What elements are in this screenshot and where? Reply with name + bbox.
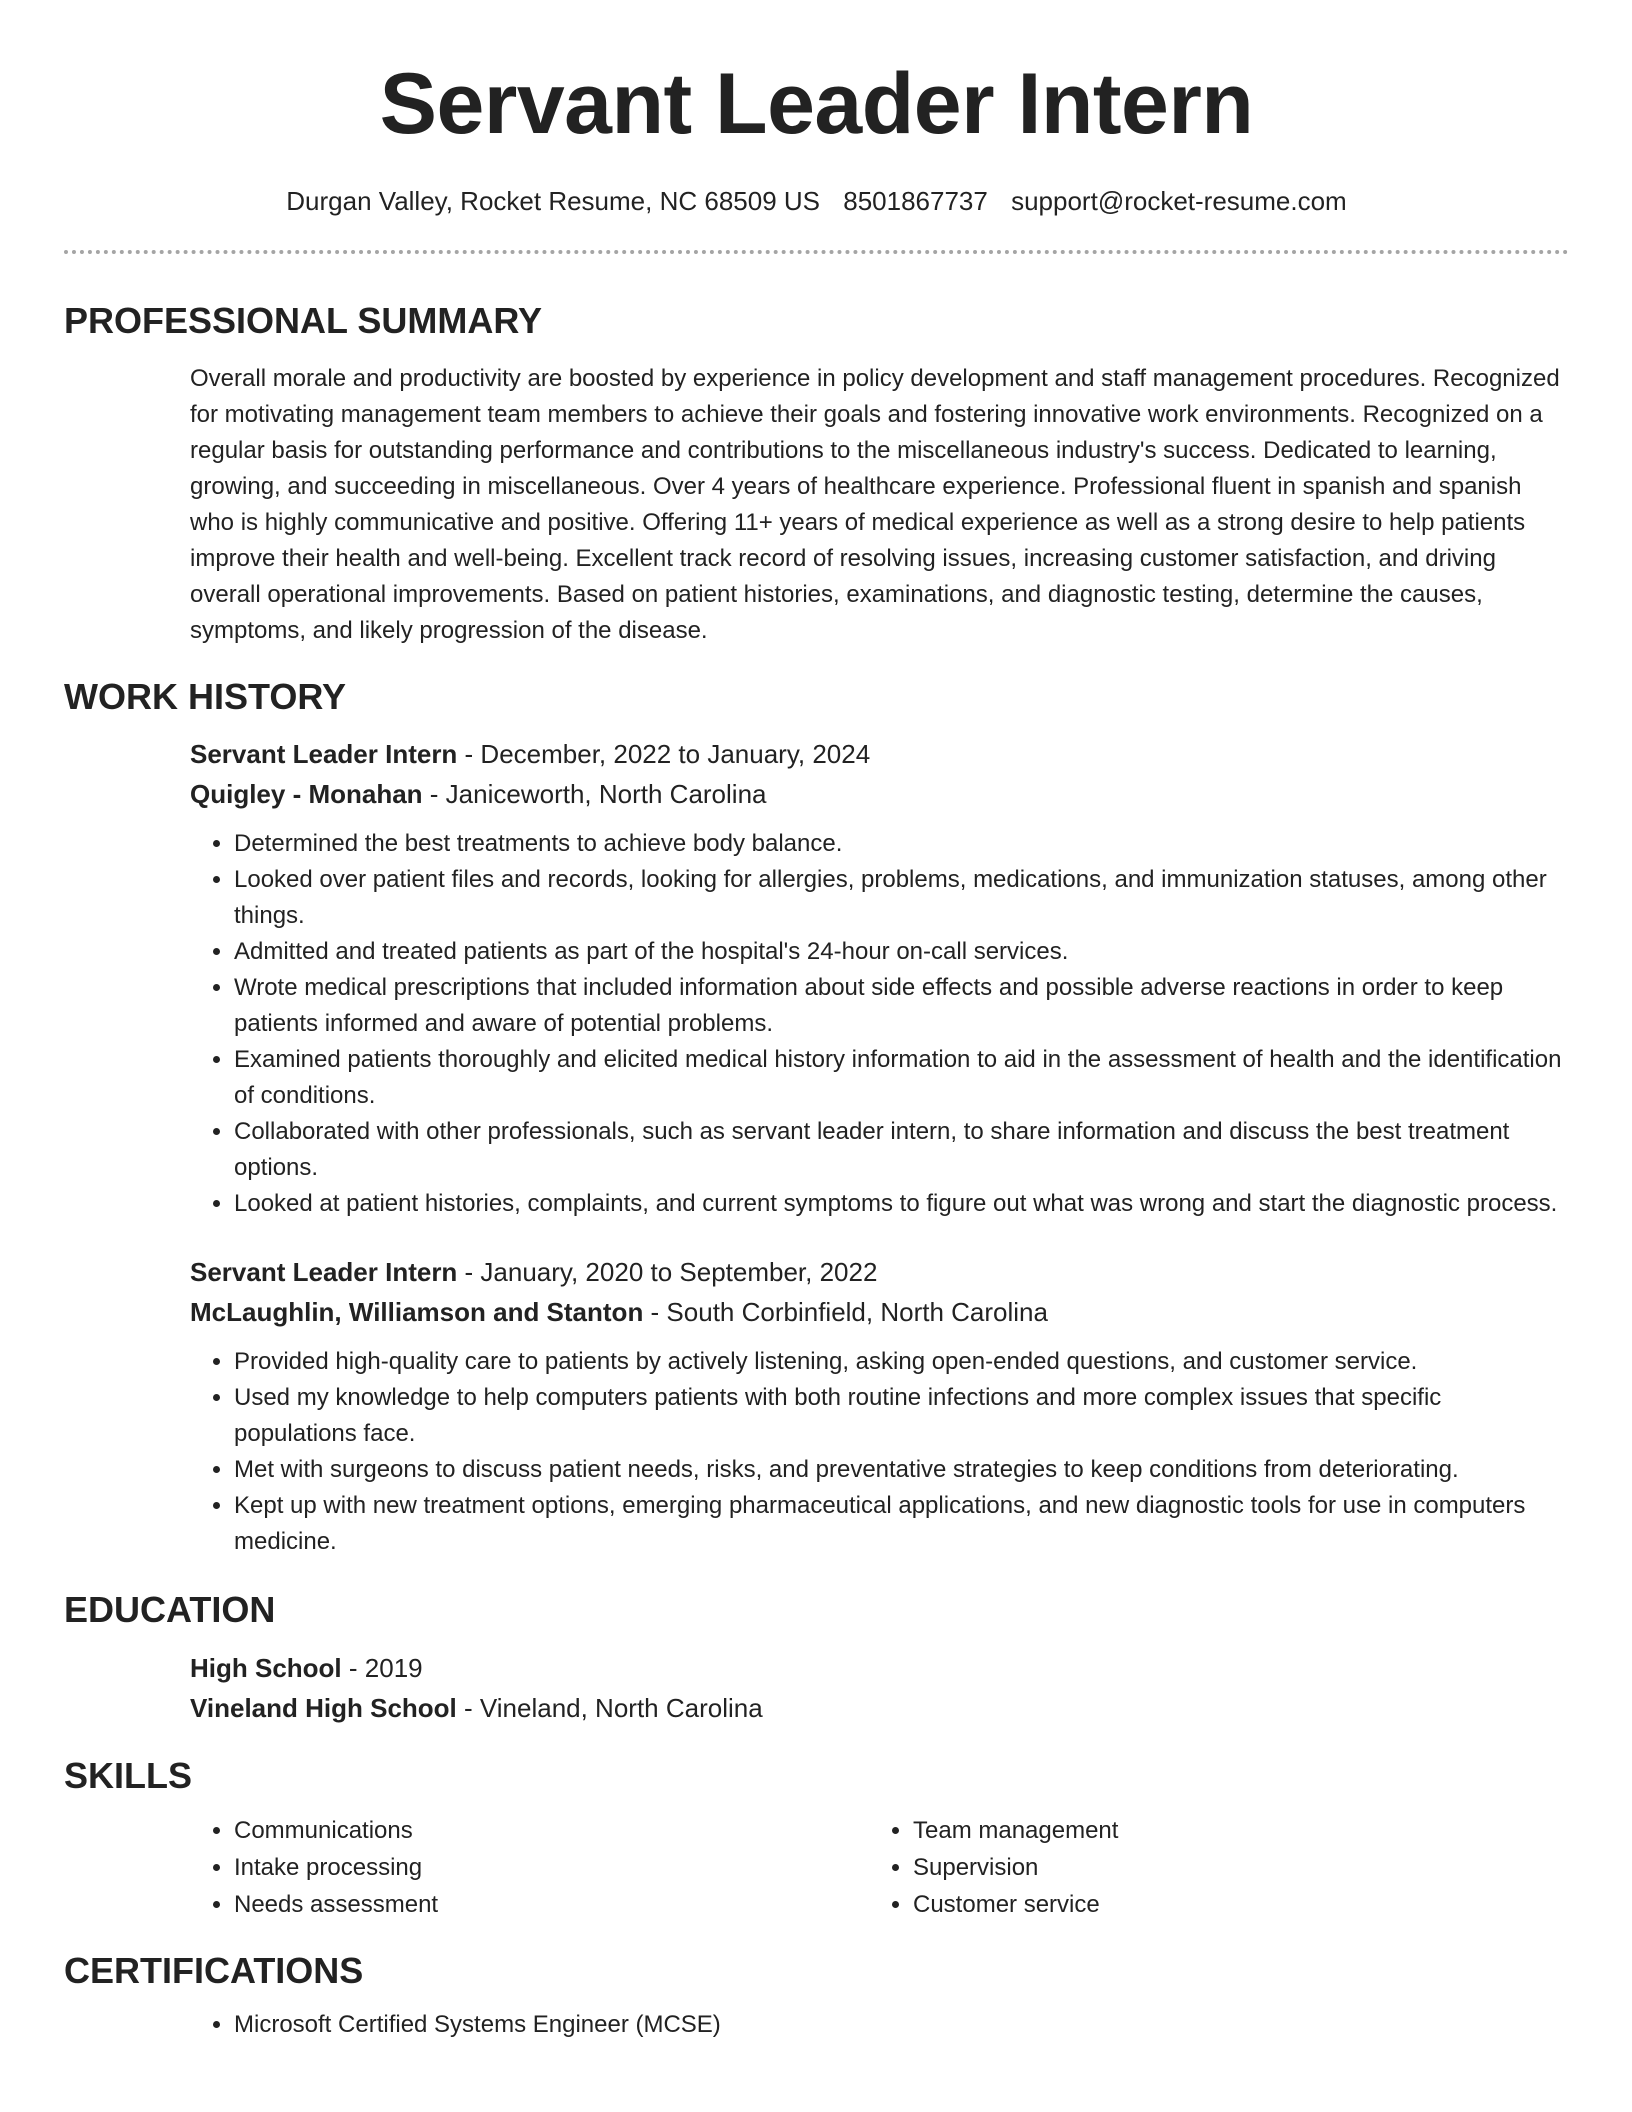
- job-entry: [190, 1252, 1569, 1560]
- job-bullets: [190, 1344, 1569, 1560]
- job-location: - Janiceworth, North Carolina: [422, 779, 767, 809]
- list-item: • Microsoft Certified Systems Engineer (MCSE): [234, 2007, 1569, 2043]
- resume-name: Servant Leader Intern: [379, 56, 1254, 152]
- list-item: • Intake processing: [234, 1849, 869, 1886]
- skills-section: [64, 1754, 1569, 1923]
- resume-page: [64, 0, 1569, 2043]
- section-title-certifications: CERTIFICATIONS: [64, 1950, 364, 1991]
- job-title-line: [190, 1252, 1569, 1292]
- list-item: • Provided high-quality care to patients by actively listening, asking open-ended questions, and customer service.: [234, 1344, 1569, 1380]
- list-item: • Determined the best treatments to achieve body balance.: [234, 826, 1569, 862]
- job-role: Servant Leader Intern: [190, 1257, 458, 1287]
- certifications-section: [64, 1949, 1569, 2043]
- job-entry: [190, 734, 1569, 1222]
- job-company: Quigley - Monahan: [190, 779, 423, 809]
- section-title-summary: PROFESSIONAL SUMMARY: [64, 300, 543, 341]
- education-degree: High School: [190, 1653, 342, 1683]
- job-dates: - January, 2020 to September, 2022: [457, 1257, 878, 1287]
- list-item: • Looked at patient histories, complaints, and current symptoms to figure out what was wrong and start the diagnostic process.: [234, 1186, 1569, 1222]
- education-degree-line: [190, 1648, 1569, 1688]
- list-item: • Admitted and treated patients as part of the hospital's 24-hour on-call services.: [234, 934, 1569, 970]
- education-location: - Vineland, North Carolina: [456, 1693, 763, 1723]
- contact-address: Durgan Valley, Rocket Resume, NC 68509 US: [286, 186, 821, 216]
- job-bullets: [190, 826, 1569, 1222]
- list-item: • Communications: [234, 1812, 869, 1849]
- job-location: - South Corbinfield, North Carolina: [643, 1297, 1048, 1327]
- section-title-skills: SKILLS: [64, 1755, 193, 1796]
- education-section: [64, 1588, 1569, 1728]
- job-company-line: [190, 774, 1569, 814]
- contact-line: [64, 185, 1569, 217]
- job-title-line: [190, 734, 1569, 774]
- list-item: • Collaborated with other professionals, such as servant leader intern, to share information and discuss the best treatment options.: [234, 1114, 1569, 1186]
- summary-section: [64, 299, 1569, 649]
- section-title-work-history: WORK HISTORY: [64, 676, 347, 717]
- list-item: • Team management: [913, 1812, 1548, 1849]
- job-company-line: [190, 1292, 1569, 1332]
- list-item: • Needs assessment: [234, 1886, 869, 1923]
- skills-grid: [190, 1812, 1569, 1923]
- list-item: • Used my knowledge to help computers patients with both routine infections and more complex issues that specific populations face.: [234, 1380, 1569, 1452]
- education-year: - 2019: [341, 1653, 423, 1683]
- header-divider: [64, 250, 1569, 254]
- section-title-education: EDUCATION: [64, 1589, 276, 1630]
- list-item: • Examined patients thoroughly and elicited medical history information to aid in the assessment of health and the identification of conditions.: [234, 1042, 1569, 1114]
- job-company: McLaughlin, Williamson and Stanton: [190, 1297, 644, 1327]
- list-item: • Supervision: [913, 1849, 1548, 1886]
- work-history-section: [64, 675, 1569, 1560]
- education-school: Vineland High School: [190, 1693, 457, 1723]
- list-item: • Wrote medical prescriptions that included information about side effects and possible adverse reactions in order to keep patients informed and aware of potential problems.: [234, 970, 1569, 1042]
- skills-column-right: [869, 1812, 1548, 1923]
- contact-email: support@rocket-resume.com: [1011, 186, 1347, 216]
- list-item: • Kept up with new treatment options, emerging pharmaceutical applications, and new diagnostic tools for use in computers medicine.: [234, 1488, 1569, 1560]
- list-item: • Looked over patient files and records, looking for allergies, problems, medications, and immunization statuses, among other things.: [234, 862, 1569, 934]
- contact-phone: 8501867737: [843, 186, 988, 216]
- summary-text: Overall morale and productivity are boosted by experience in policy development and staff management procedures. Recognized for motivating management team members to achieve their goals and fostering innovative work environments. Recognized on a regular basis for outstanding performance and contributions to the miscellaneous industry's success. Dedicated to learning, growing, and succeeding in miscellaneous. Over 4 years of healthcare experience. Professional fluent in spanish and spanish who is highly communicative and positive. Offering 11+ years of medical experience as well as a strong desire to help patients improve their health and well-being. Excellent track record of resolving issues, increasing customer satisfaction, and driving overall operational improvements. Based on patient histories, examinations, and diagnostic testing, determine the causes, symptoms, and likely progression of the disease.: [190, 365, 1560, 644]
- list-item: • Customer service: [913, 1886, 1548, 1923]
- list-item: • Met with surgeons to discuss patient needs, risks, and preventative strategies to keep conditions from deteriorating.: [234, 1452, 1569, 1488]
- job-role: Servant Leader Intern: [190, 739, 458, 769]
- job-dates: - December, 2022 to January, 2024: [457, 739, 871, 769]
- education-school-line: [190, 1688, 1569, 1728]
- certifications-list: [190, 2007, 1569, 2043]
- skills-column-left: [190, 1812, 869, 1923]
